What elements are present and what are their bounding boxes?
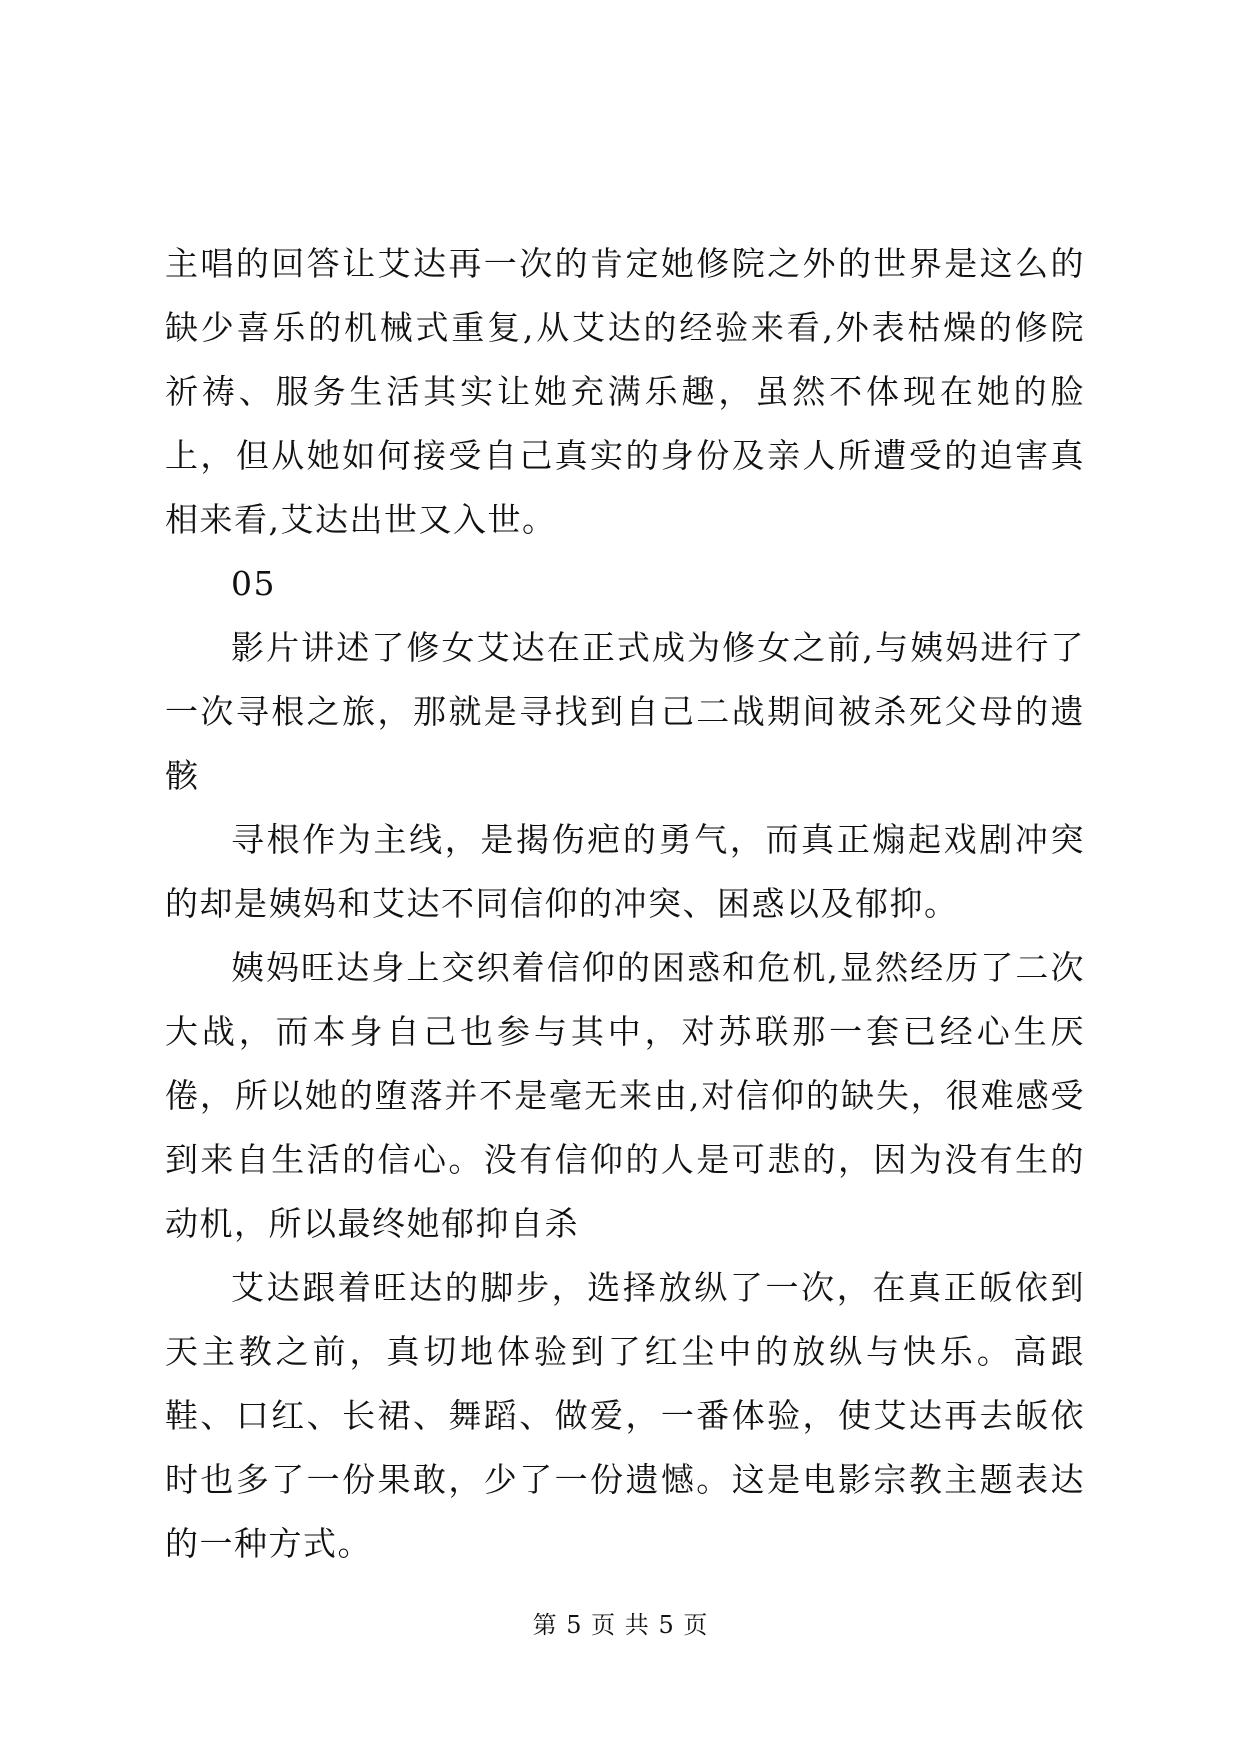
paragraph-main-thread: 寻根作为主线，是揭伤疤的勇气，而真正煽起戏剧冲突的却是姨妈和艾达不同信仰的冲突、困惑以及郁抑。 xyxy=(165,820,1085,923)
paragraph-ida-experience: 艾达跟着旺达的脚步，选择放纵了一次，在真正皈依到天主教之前，真切地体验到了红尘中的放纵与快乐。高跟鞋、口红、长裙、舞蹈、做爱，一番体验，使艾达再去皈依时也多了一份果敢，少了一份遗憾。这是电影宗教主题表达的一种方式。 xyxy=(165,1268,1085,1563)
paragraph-continuation: 主唱的回答让艾达再一次的肯定她修院之外的世界是这么的缺少喜乐的机械式重复,从艾达的经验来看,外表枯燥的修院祈祷、服务生活其实让她充满乐趣，虽然不体现在她的脸上，但从她如何接受自己真实的身份及亲人所遭受的迫害真相来看,艾达出世又入世。 xyxy=(165,244,1085,539)
section-number: 05 xyxy=(231,564,276,603)
document-body xyxy=(165,232,1085,1576)
paragraph-aunt-wanda: 姨妈旺达身上交织着信仰的困惑和危机,显然经历了二次大战，而本身自己也参与其中，对苏联那一套已经心生厌倦，所以她的堕落并不是毫无来由,对信仰的缺失，很难感受到来自生活的信心。没有信仰的人是可悲的，因为没有生的动机，所以最终她郁抑自杀 xyxy=(165,948,1085,1243)
paragraph-film-summary: 影片讲述了修女艾达在正式成为修女之前,与姨妈进行了一次寻根之旅，那就是寻找到自己二战期间被杀死父母的遗骸 xyxy=(165,628,1085,795)
page-number-footer: 第 5 页 共 5 页 xyxy=(532,1611,709,1639)
